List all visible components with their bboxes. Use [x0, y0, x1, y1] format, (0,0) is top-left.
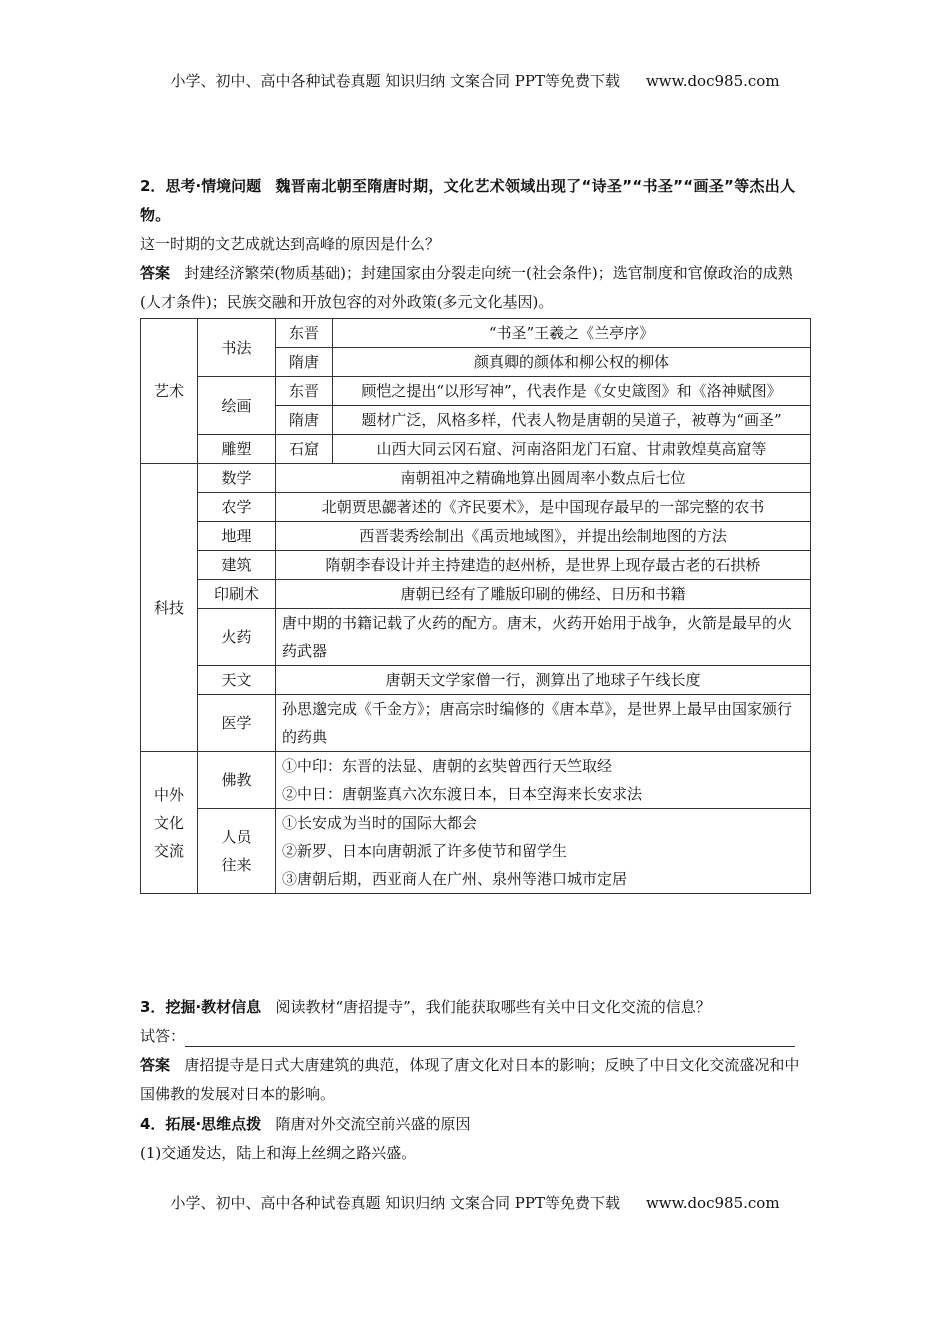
table-row: [141, 609, 811, 666]
subcategory-cell: 地理: [198, 522, 276, 551]
subcategory-cell: 医学: [198, 695, 276, 752]
try-label: 试答：: [140, 1027, 186, 1045]
header-site: www.doc985.com: [645, 72, 780, 90]
table-row: [141, 435, 811, 464]
table-row: [141, 666, 811, 695]
subcategory-cell: 农学: [198, 493, 276, 522]
footer-text: 小学、初中、高中各种试卷真题 知识归纳 文案合同 PPT等免费下载: [170, 1194, 620, 1212]
era-cell: 东晋: [276, 319, 333, 348]
era-cell: 石窟: [276, 435, 333, 464]
question-3-title: [140, 993, 812, 1022]
question-number: 3．: [140, 998, 166, 1016]
content-cell: 南朝祖冲之精确地算出圆周率小数点后七位: [276, 464, 811, 493]
subcategory-cell: 天文: [198, 666, 276, 695]
table-row: [141, 377, 811, 406]
era-cell: 隋唐: [276, 348, 333, 377]
list-item: ①中印：东晋的法显、唐朝的玄奘曾西行天竺取经: [282, 757, 613, 775]
table-row: [141, 695, 811, 752]
list-item: ③唐朝后期，西亚商人在广州、泉州等港口城市定居: [282, 870, 628, 888]
era-cell: 东晋: [276, 377, 333, 406]
header-text: 小学、初中、高中各种试卷真题 知识归纳 文案合同 PPT等免费下载: [170, 72, 620, 90]
question-title: 魏晋南北朝至隋唐时期，文化艺术领域出现了“诗圣”“书圣”“画圣”等杰出人物。: [140, 177, 796, 224]
content-cell: [276, 809, 811, 894]
culture-achievements-table: [140, 318, 811, 894]
content-cell: 唐中期的书籍记载了火药的配方。唐末，火药开始用于战争，火箭是最早的火药武器: [276, 609, 811, 666]
category-tech: 科技: [141, 464, 198, 752]
question-2: [140, 172, 812, 317]
list-item: ①长安成为当时的国际大都会: [282, 814, 478, 832]
category-label-line: 交流: [153, 841, 184, 860]
question-number: 4．: [140, 1115, 166, 1133]
subcategory-cell: 印刷术: [198, 580, 276, 609]
content-cell: 唐朝天文学家僧一行，测算出了地球子午线长度: [276, 666, 811, 695]
answer-text: 唐招提寺是日式大唐建筑的典范，体现了唐文化对日本的影响；反映了中日文化交流盛况和中国佛教的发展对日本的影响。: [140, 1056, 800, 1103]
subcategory-label-line: 人员: [221, 828, 252, 846]
table-row: [141, 752, 811, 809]
question-2-title: [140, 172, 812, 230]
content-cell: 顾恺之提出“以形写神”，代表作是《女史箴图》和《洛神赋图》: [333, 377, 811, 406]
subcategory-calligraphy: 书法: [198, 319, 276, 377]
list-item: ②新罗、日本向唐朝派了许多使节和留学生: [282, 842, 568, 860]
content-cell: 颜真卿的颜体和柳公权的柳体: [333, 348, 811, 377]
list-item: ②中日：唐朝鉴真六次东渡日本，日本空海来长安求法: [282, 785, 643, 803]
content-cell: 隋朝李春设计并主持建造的赵州桥，是世界上现存最古老的石拱桥: [276, 551, 811, 580]
subcategory-people: [198, 809, 276, 894]
answer-label: 答案: [140, 1056, 171, 1074]
point-1: (1)交通发达，陆上和海上丝绸之路兴盛。: [140, 1144, 417, 1162]
subcategory-label-line: 往来: [221, 856, 252, 874]
question-2-answer: [140, 259, 812, 317]
footer-site: www.doc985.com: [645, 1194, 780, 1212]
content-cell: 孙思邈完成《千金方》；唐高宗时编修的《唐本草》，是世界上最早由国家颁行的药典: [276, 695, 811, 752]
answer-text: 封建经济繁荣(物质基础)；封建国家由分裂走向统一(社会条件)；选官制度和官僚政治的成熟(人才条件)；民族交融和开放包容的对外政策(多元文化基因)。: [140, 264, 793, 311]
subcategory-cell: 数学: [198, 464, 276, 493]
question-4-title: [140, 1110, 812, 1139]
question-tag: 拓展·思维点拨: [165, 1115, 262, 1133]
table-row: [141, 580, 811, 609]
question-3-answer: [140, 1051, 812, 1109]
content-cell: 北朝贾思勰著述的《齐民要术》，是中国现存最早的一部完整的农书: [276, 493, 811, 522]
subcategory-cell: 火药: [198, 609, 276, 666]
table-row: [141, 522, 811, 551]
category-label-line: 中外: [153, 785, 184, 804]
category-art: 艺术: [141, 319, 198, 464]
question-3: [140, 993, 812, 1109]
table-row: [141, 551, 811, 580]
table-row: [141, 319, 811, 348]
content-cell: 西晋裴秀绘制出《禹贡地域图》，并提出绘制地图的方法: [276, 522, 811, 551]
question-3-try: [140, 1022, 812, 1051]
question-title: 隋唐对外交流空前兴盛的原因: [275, 1115, 471, 1133]
subcategory-cell: 建筑: [198, 551, 276, 580]
content-cell: 唐朝已经有了雕版印刷的佛经、日历和书籍: [276, 580, 811, 609]
answer-label: 答案: [140, 264, 171, 282]
question-number: 2．: [140, 177, 166, 195]
page-header: [0, 70, 950, 91]
question-4: [140, 1110, 812, 1168]
page-footer: [0, 1192, 950, 1213]
table-row: [141, 464, 811, 493]
content-cell: “书圣”王羲之《兰亭序》: [333, 319, 811, 348]
table-row: [141, 809, 811, 894]
subcategory-painting: 绘画: [198, 377, 276, 435]
category-label-line: 文化: [153, 813, 184, 832]
question-tag: 挖掘·教材信息: [165, 998, 262, 1016]
content-cell: 山西大同云冈石窟、河南洛阳龙门石窟、甘肃敦煌莫高窟等: [333, 435, 811, 464]
question-title: 阅读教材“唐招提寺”，我们能获取哪些有关中日文化交流的信息？: [275, 998, 711, 1016]
era-cell: 隋唐: [276, 406, 333, 435]
question-tag: 思考·情境问题: [165, 177, 262, 195]
answer-blank-line[interactable]: [185, 1028, 795, 1047]
subcategory-sculpture: 雕塑: [198, 435, 276, 464]
table-row: [141, 493, 811, 522]
content-cell: 题材广泛，风格多样，代表人物是唐朝的吴道子，被尊为“画圣”: [333, 406, 811, 435]
subcategory-buddhism: 佛教: [198, 752, 276, 809]
category-exchange: [141, 752, 198, 894]
content-cell: [276, 752, 811, 809]
question-2-prompt: 这一时期的文艺成就达到高峰的原因是什么？: [140, 235, 441, 253]
